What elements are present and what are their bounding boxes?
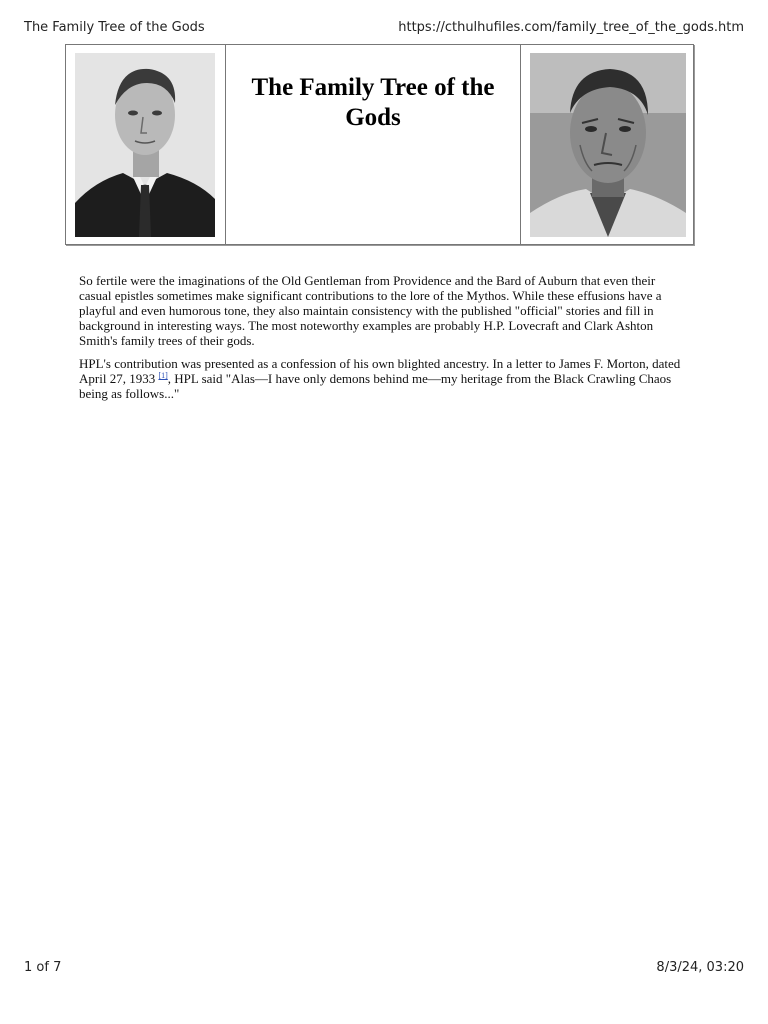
title-banner <box>65 44 694 245</box>
banner-title-cell <box>226 45 521 244</box>
print-header <box>24 20 744 38</box>
intro-paragraph: So fertile were the imaginations of the Old Gentleman from Providence and the Bard of Auburn that even their casual epistles sometimes make significant contributions to the lore of the Mythos. While these effusions have a playful and even humorous tone, they also maintain consistency with the published "official" stories and fill in background in interesting ways. The most noteworthy examples are probably H.P. Lovecraft and Clark Ashton Smith's family trees of their gods. <box>79 273 662 348</box>
letter-paragraph <box>79 356 685 401</box>
portrait-photo-icon <box>75 53 215 237</box>
print-datetime: 8/3/24, 03:20 <box>656 960 744 975</box>
banner-left-cell <box>66 45 226 244</box>
page-title: The Family Tree of the Gods <box>251 74 495 131</box>
footnote-link[interactable]: [1] <box>158 371 168 380</box>
banner-right-cell <box>521 45 693 244</box>
print-footer <box>24 960 744 978</box>
footnote-marker <box>158 371 167 380</box>
article-body <box>79 273 685 409</box>
print-header-title: The Family Tree of the Gods <box>24 20 205 35</box>
portrait-photo-icon <box>530 53 686 237</box>
letter-paragraph-text-start: HPL's contribution was presented as a confession of his own blighted ancestry. In a letter to James F. Morton, dated April 27, 1933 <box>79 356 681 386</box>
page-counter: 1 of 7 <box>24 960 62 975</box>
letter-paragraph-text-end: , HPL said "Alas—I have only demons behind me—my heritage from the Black Crawling Chaos being as follows..." <box>79 371 672 401</box>
print-header-url[interactable]: https://cthulhufiles.com/family_tree_of_the_gods.htm <box>398 20 744 35</box>
